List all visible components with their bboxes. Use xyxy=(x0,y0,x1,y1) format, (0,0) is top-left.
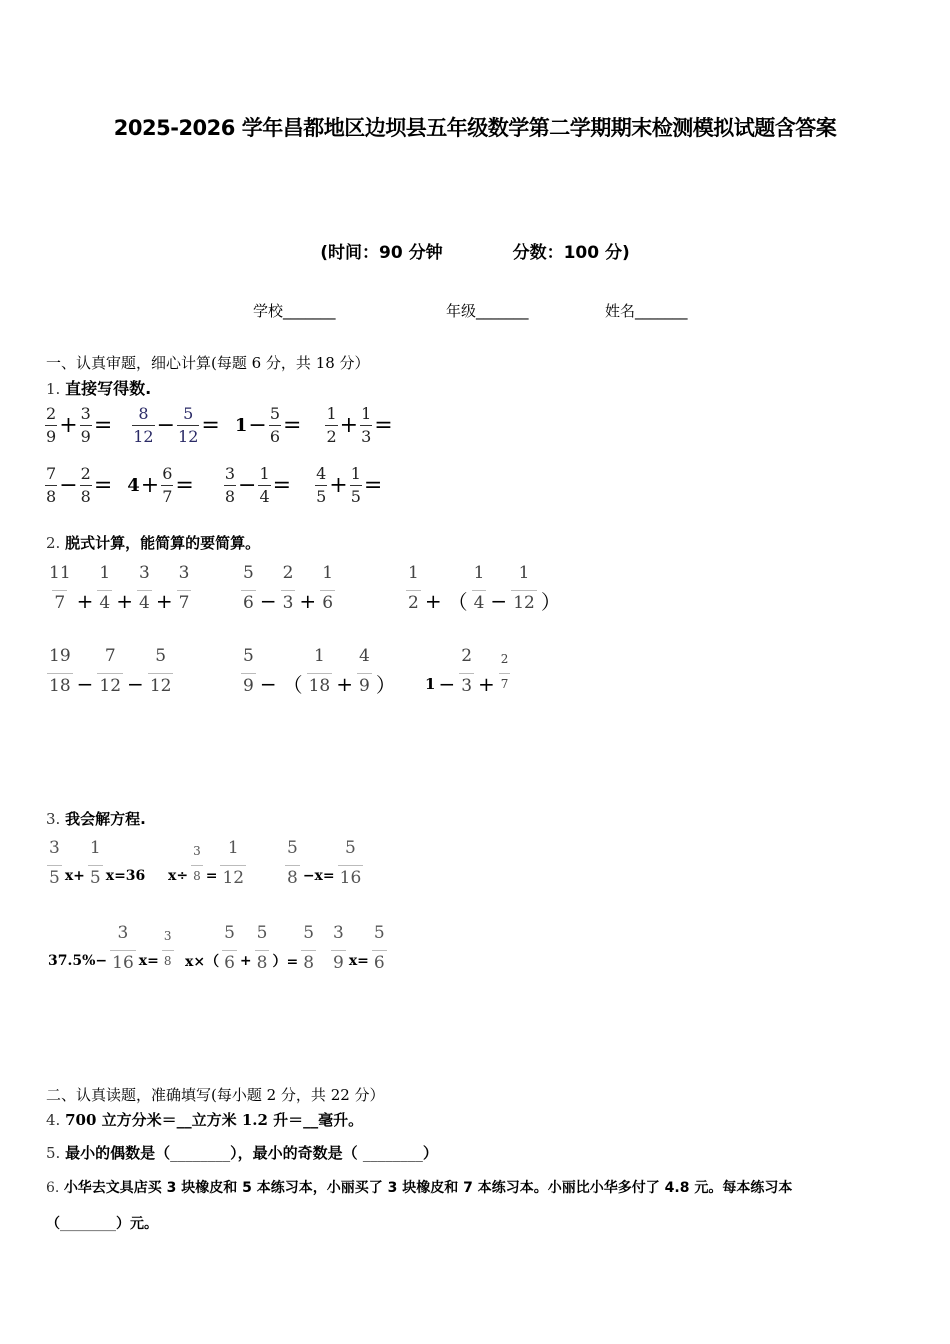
question-text: ）元。 xyxy=(116,1216,158,1232)
score-label: 分数：100 分) xyxy=(512,243,630,263)
question-text: 直接写得数. xyxy=(65,379,152,398)
question-number: 2. xyxy=(46,534,61,552)
question-number: 6. xyxy=(46,1180,60,1196)
question-text: 小华去文具店买 3 块橡皮和 5 本练习本，小丽买了 3 块橡皮和 7 本练习本。小丽比小华多付了 4.8 元。每本练习本 xyxy=(63,1180,793,1196)
question-4 xyxy=(46,1109,363,1130)
q3-eq-2: x÷ $\frac{3}{8}$ = $\frac{1}{12}$ xyxy=(168,838,245,888)
section-1-heading: 一、认真审题，细心计算(每题 6 分，共 18 分） xyxy=(46,354,370,372)
name-blank[interactable]: _______ xyxy=(635,302,688,320)
question-text: 最小的偶数是（ xyxy=(65,1144,171,1162)
school-label: 学校 xyxy=(253,302,284,320)
answer-blank-even[interactable]: ________ xyxy=(170,1144,231,1162)
exam-info xyxy=(0,238,950,263)
q1-row-2: $\frac{7}{8}$ − $\frac{2}{8}$ = 4 + $\frac{6}{7}$ = $\frac{3}{8}$ − $\frac{1}{4}$ = $\frac{4}{5}$ + $\frac{1}{5}$ = xyxy=(46,464,383,506)
grade-label: 年级 xyxy=(446,302,477,320)
q3-eq-3: $\frac{5}{8}$ −x= $\frac{5}{16}$ xyxy=(287,838,362,888)
fraction: $\frac{2}{9}$ xyxy=(46,404,57,446)
question-2 xyxy=(46,532,260,553)
document-title: 2025-2026 学年昌都地区边坝县五年级数学第二学期期末检测模拟试题含答案 xyxy=(113,116,837,140)
grade-blank[interactable]: _______ xyxy=(476,302,529,320)
q2-expr-5: $\frac{5}{9}$ − （ $\frac{1}{18}$ + $\frac{4}{9}$ ） xyxy=(243,646,396,697)
question-text: 700 立方分米＝__立方米 1.2 升＝__毫升。 xyxy=(65,1111,364,1129)
time-label: (时间：90 分钟 xyxy=(320,243,443,263)
question-number: 4. xyxy=(46,1111,61,1129)
question-6-line-2 xyxy=(46,1213,158,1233)
question-5 xyxy=(46,1142,438,1163)
question-6 xyxy=(46,1177,792,1197)
q2-expr-6: 1 − $\frac{2}{3}$ + $\frac{2}{7}$ xyxy=(425,646,509,696)
question-text: ） xyxy=(422,1144,438,1162)
q3-eq-6: $\frac{3}{9}$ x= $\frac{5}{6}$ xyxy=(333,923,385,973)
q3-eq-5: x×（ $\frac{5}{6}$ + $\frac{5}{8}$ ）= $\frac{5}{8}$ xyxy=(185,923,315,973)
name-label: 姓名 xyxy=(605,302,636,320)
school-field[interactable] xyxy=(253,300,336,321)
q2-expr-1: $\frac{11}{7}$ + $\frac{1}{4}$ + $\frac{3}{4}$ + $\frac{3}{7}$ xyxy=(49,563,190,613)
answer-blank[interactable]: ________ xyxy=(60,1216,116,1232)
fraction: $\frac{8}{12}$ xyxy=(133,404,154,446)
question-3 xyxy=(46,808,146,829)
q2-expr-2: $\frac{5}{6}$ − $\frac{2}{3}$ + $\frac{1}{6}$ xyxy=(243,563,334,613)
question-text: 我会解方程. xyxy=(65,810,146,828)
q1-row-1: $\frac{2}{9}$ + $\frac{3}{9}$ = $\frac{8}{12}$ − $\frac{5}{12}$ = 1 − $\frac{5}{6}$ = $\frac{1}{2}$ + $\frac{1}{3}$ = xyxy=(46,404,393,446)
q2-expr-4: $\frac{19}{18}$ − $\frac{7}{12}$ − $\frac{5}{12}$ xyxy=(49,646,172,696)
question-number: 1. xyxy=(46,380,61,398)
question-text: ），最小的奇数是（ xyxy=(230,1144,363,1162)
q3-eq-4: 37.5%− $\frac{3}{16}$ x= $\frac{3}{8}$ xyxy=(48,923,172,973)
q2-expr-3: $\frac{1}{2}$ + （ $\frac{1}{4}$ − $\frac{1}{12}$ ） xyxy=(408,563,561,614)
question-number: 5. xyxy=(46,1144,61,1162)
section-2-heading: 二、认真读题，准确填写(每小题 2 分，共 22 分） xyxy=(46,1086,385,1104)
name-field[interactable] xyxy=(605,300,688,321)
q3-eq-1: $\frac{3}{5}$ x+ $\frac{1}{5}$ x=36 xyxy=(49,838,146,888)
question-number: 3. xyxy=(46,810,61,828)
answer-blank-odd[interactable]: ________ xyxy=(362,1144,423,1162)
question-text: （ xyxy=(46,1216,60,1232)
school-blank[interactable]: _______ xyxy=(283,302,336,320)
grade-field[interactable] xyxy=(446,300,529,321)
question-1 xyxy=(46,376,151,399)
question-text: 脱式计算，能简算的要简算。 xyxy=(65,534,261,552)
